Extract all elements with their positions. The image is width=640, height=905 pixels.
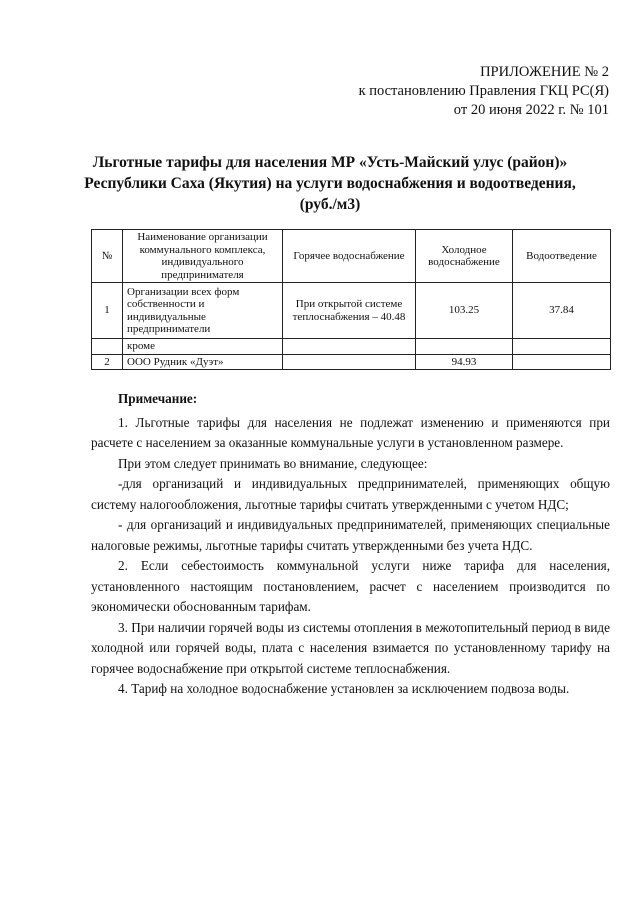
note-paragraph-2: При этом следует принимать во внимание, следующее: <box>118 455 428 471</box>
appendix-block <box>359 63 609 120</box>
note-paragraph-7: 4. Тариф на холодное водоснабжение установлен за исключением подвоза воды. <box>118 681 570 696</box>
note-paragraph-6: 3. При наличии горячей воды из системы отопления в межотопительный период в виде холодной или горячей воды, плата с населения взимается по установленному тарифу на горячее водоснабжение при открытой системе теплоснабжения. <box>91 619 610 676</box>
title-line-1: Льготные тарифы для населения МР «Усть-Майский улус (район)» <box>92 154 568 171</box>
cell-num: 1 <box>92 283 123 339</box>
table-row <box>92 354 611 370</box>
appendix-resolution: к постановлению Правления ГКЦ РС(Я) <box>358 83 609 99</box>
cell-organization: ООО Рудник «Дуэт» <box>123 354 283 370</box>
cell-num: 2 <box>92 354 123 370</box>
table-row <box>92 339 611 355</box>
tariff-table <box>91 229 611 370</box>
cell-hot-water <box>283 339 416 355</box>
cell-organization: Организации всех форм собственности и индивидуальные предприниматели <box>123 283 283 339</box>
notes-section <box>91 389 610 700</box>
title-line-3: (руб./м3) <box>299 196 361 213</box>
title-line-2: Республики Саха (Якутия) на услуги водоснабжения и водоотведения, <box>84 175 576 192</box>
cell-hot-water <box>283 354 416 370</box>
cell-cold-water: 103.25 <box>416 283 513 339</box>
note-paragraph-1: 1. Льготные тарифы для населения не подлежат изменению и применяются при расчете с населением за оказанные коммунальные услуги в установленном размере. <box>91 414 610 450</box>
cell-organization: кроме <box>123 339 283 355</box>
table-row <box>92 283 611 339</box>
notes-heading: Примечание: <box>118 391 198 406</box>
document-title <box>60 152 600 215</box>
header-wastewater: Водоотведение <box>513 230 611 283</box>
note-paragraph-3: -для организаций и индивидуальных предпринимателей, применяющих общую систему налогообложения, льготные тарифы считать утвержденными с учетом НДС; <box>91 476 610 512</box>
cell-wastewater <box>513 354 611 370</box>
header-hot-water: Горячее водоснабжение <box>283 230 416 283</box>
note-paragraph-5: 2. Если себестоимость коммунальной услуги ниже тарифа для населения, установленного настоящим постановлением, расчет с населением производится по экономически обоснованным тарифам. <box>91 558 610 614</box>
table-header-row <box>92 230 611 283</box>
note-paragraph-4: - для организаций и индивидуальных предпринимателей, применяющих специальные налоговые режимы, льготные тарифы считать утвержденными без учета НДС. <box>91 517 610 553</box>
cell-cold-water: 94.93 <box>416 354 513 370</box>
appendix-date: от 20 июня 2022 г. № 101 <box>453 102 609 118</box>
header-cold-water: Холодное водоснабжение <box>416 230 513 283</box>
cell-num <box>92 339 123 355</box>
cell-wastewater: 37.84 <box>513 283 611 339</box>
cell-wastewater <box>513 339 611 355</box>
cell-hot-water: При открытой системе теплоснабжения – 40.48 <box>283 283 416 339</box>
appendix-number: ПРИЛОЖЕНИЕ № 2 <box>480 64 609 80</box>
header-organization: Наименование организации коммунального комплекса, индивидуального предпринимателя <box>123 230 283 283</box>
cell-cold-water <box>416 339 513 355</box>
header-num: № <box>92 230 123 283</box>
